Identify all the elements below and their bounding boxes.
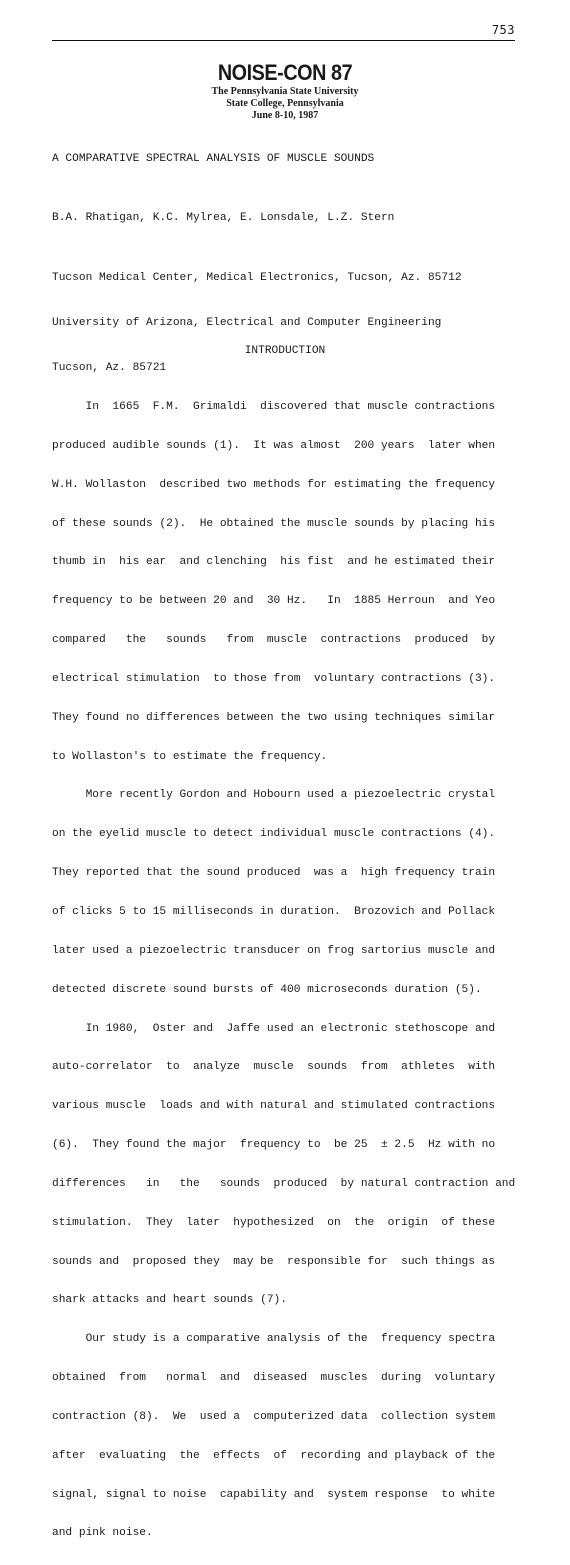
body-line: (6). They found the major frequency to be 25 ± 2.5 Hz with no xyxy=(52,1139,496,1152)
body-line: More recently Gordon and Hobourn used a piezoelectric crystal xyxy=(52,789,496,802)
body-line: and pink noise. xyxy=(52,1527,153,1540)
body-line: to Wollaston's to estimate the frequency. xyxy=(52,750,328,763)
body-line: detected discrete sound bursts of 400 microseconds duration (5). xyxy=(52,983,482,996)
page-number: 753 xyxy=(491,23,515,37)
conference-location: State College, Pennsylvania xyxy=(226,98,344,109)
body-line: sounds and proposed they may be responsible for such things as xyxy=(52,1255,496,1268)
header-rule xyxy=(52,40,515,41)
body-line: signal, signal to noise capability and system response to white xyxy=(52,1488,496,1501)
conference-title: NOISE-CON 87 xyxy=(217,60,353,85)
body-line: stimulation. They later hypothesized on the origin of these xyxy=(52,1216,496,1229)
body-line: In 1980, Oster and Jaffe used an electronic stethoscope and xyxy=(52,1022,496,1035)
body-line: electrical stimulation to those from voluntary contractions (3). xyxy=(52,672,496,685)
body-line: obtained from normal and diseased muscles during voluntary xyxy=(52,1372,496,1385)
body-line: differences in the sounds produced by natural contraction and xyxy=(52,1177,516,1190)
body-line: They found no differences between the two using techniques similar xyxy=(52,711,496,724)
body-line: shark attacks and heart sounds (7). xyxy=(52,1294,287,1307)
conference-dates: June 8-10, 1987 xyxy=(251,110,319,121)
body-line: produced audible sounds (1). It was almost 200 years later when xyxy=(52,439,496,452)
paper-title: A COMPARATIVE SPECTRAL ANALYSIS OF MUSCLE SOUNDS xyxy=(52,153,375,165)
section-body xyxy=(52,376,518,1565)
body-line: auto-correlator to analyze muscle sounds from athletes with xyxy=(52,1061,496,1074)
body-line: of these sounds (2). He obtained the muscle sounds by placing his xyxy=(52,517,496,530)
body-line: various muscle loads and with natural and stimulated contractions xyxy=(52,1100,496,1113)
body-line: frequency to be between 20 and 30 Hz. In 1885 Herroun and Yeo xyxy=(52,595,496,608)
affiliation-line: Tucson Medical Center, Medical Electronics, Tucson, Az. 85712 xyxy=(52,272,462,284)
body-line: Our study is a comparative analysis of the frequency spectra xyxy=(52,1333,496,1346)
body-line: In 1665 F.M. Grimaldi discovered that muscle contractions xyxy=(52,401,496,413)
body-line: contraction (8). We used a computerized data collection system xyxy=(52,1410,496,1423)
body-line: after evaluating the effects of recording and playback of the xyxy=(52,1449,496,1462)
paper-authors: B.A. Rhatigan, K.C. Mylrea, E. Lonsdale, L.Z. Stern xyxy=(52,212,395,224)
conference-university: The Pennsylvania State University xyxy=(211,86,359,97)
body-line: W.H. Wollaston described two methods for estimating the frequency xyxy=(52,478,496,491)
section-heading: INTRODUCTION xyxy=(244,345,326,357)
affiliation-line: Tucson, Az. 85721 xyxy=(52,362,167,374)
body-line: of clicks 5 to 15 milliseconds in duration. Brozovich and Pollack xyxy=(52,905,496,918)
body-line: on the eyelid muscle to detect individual muscle contractions (4). xyxy=(52,828,496,841)
body-line: compared the sounds from muscle contractions produced by xyxy=(52,634,496,647)
conference-header xyxy=(0,60,570,122)
body-line: later used a piezoelectric transducer on frog sartorius muscle and xyxy=(52,944,496,957)
affiliation-line: University of Arizona, Electrical and Computer Engineering xyxy=(52,317,442,329)
body-line: thumb in his ear and clenching his fist and he estimated their xyxy=(52,556,496,569)
body-line: They reported that the sound produced was a high frequency train xyxy=(52,867,496,880)
